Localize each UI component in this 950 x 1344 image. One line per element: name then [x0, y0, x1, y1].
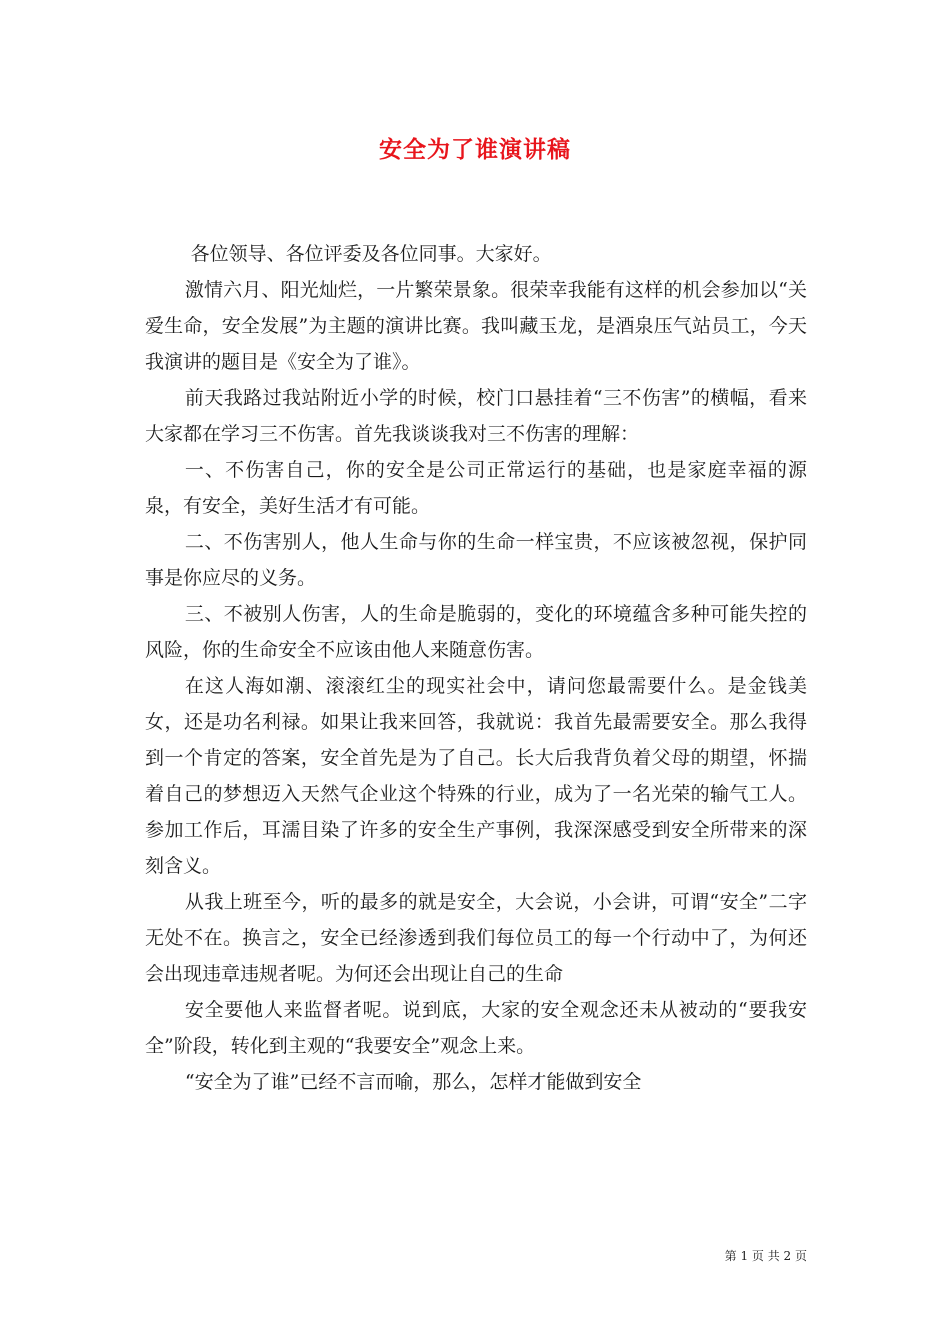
page-number: 第 1 页 共 2 页	[724, 1249, 807, 1263]
paragraph: 在这人海如潮、滚滚红尘的现实社会中，请问您最需要什么。是金钱美女，还是功名利禄。如果让我来回答，我就说：我首先最需要安全。那么我得到一个肯定的答案，安全首先是为了自己。长大后我背负着父母的期望，怀揣着自己的梦想迈入天然气企业这个特殊的行业，成为了一名光荣的输气工人。参加工作后，耳濡目染了许多的安全生产事例，我深深感受到安全所带来的深刻含义。	[145, 675, 807, 877]
paragraph: 三、不被别人伤害，人的生命是脆弱的，变化的环境蕴含多种可能失控的风险，你的生命安全不应该由他人来随意伤害。	[145, 603, 807, 661]
document-body	[145, 236, 807, 1100]
document-title: 安全为了谁演讲稿	[379, 137, 571, 163]
paragraph: “安全为了谁”已经不言而喻，那么，怎样才能做到安全	[184, 1071, 642, 1093]
paragraph: 一、不伤害自己，你的安全是公司正常运行的基础，也是家庭幸福的源泉，有安全，美好生活才有可能。	[145, 459, 807, 517]
paragraph: 激情六月、阳光灿烂，一片繁荣景象。很荣幸我能有这样的机会参加以“关爱生命，安全发展”为主题的演讲比赛。我叫藏玉龙，是酒泉压气站员工，今天我演讲的题目是《安全为了谁》。	[145, 279, 807, 373]
paragraph: 前天我路过我站附近小学的时候，校门口悬挂着“三不伤害”的横幅，看来大家都在学习三不伤害。首先我谈谈我对三不伤害的理解：	[145, 387, 807, 445]
paragraph-salutation: 各位领导、各位评委及各位同事。大家好。	[190, 243, 552, 265]
paragraph: 二、不伤害别人，他人生命与你的生命一样宝贵，不应该被忽视，保护同事是你应尽的义务。	[145, 531, 807, 589]
paragraph: 从我上班至今，听的最多的就是安全，大会说，小会讲，可谓“安全”二字无处不在。换言之，安全已经渗透到我们每位员工的每一个行动中了，为何还会出现违章违规者呢。为何还会出现让自己的生命	[145, 891, 807, 985]
paragraph: 安全要他人来监督者呢。说到底，大家的安全观念还未从被动的“要我安全”阶段，转化到主观的“我要安全”观念上来。	[145, 999, 807, 1057]
